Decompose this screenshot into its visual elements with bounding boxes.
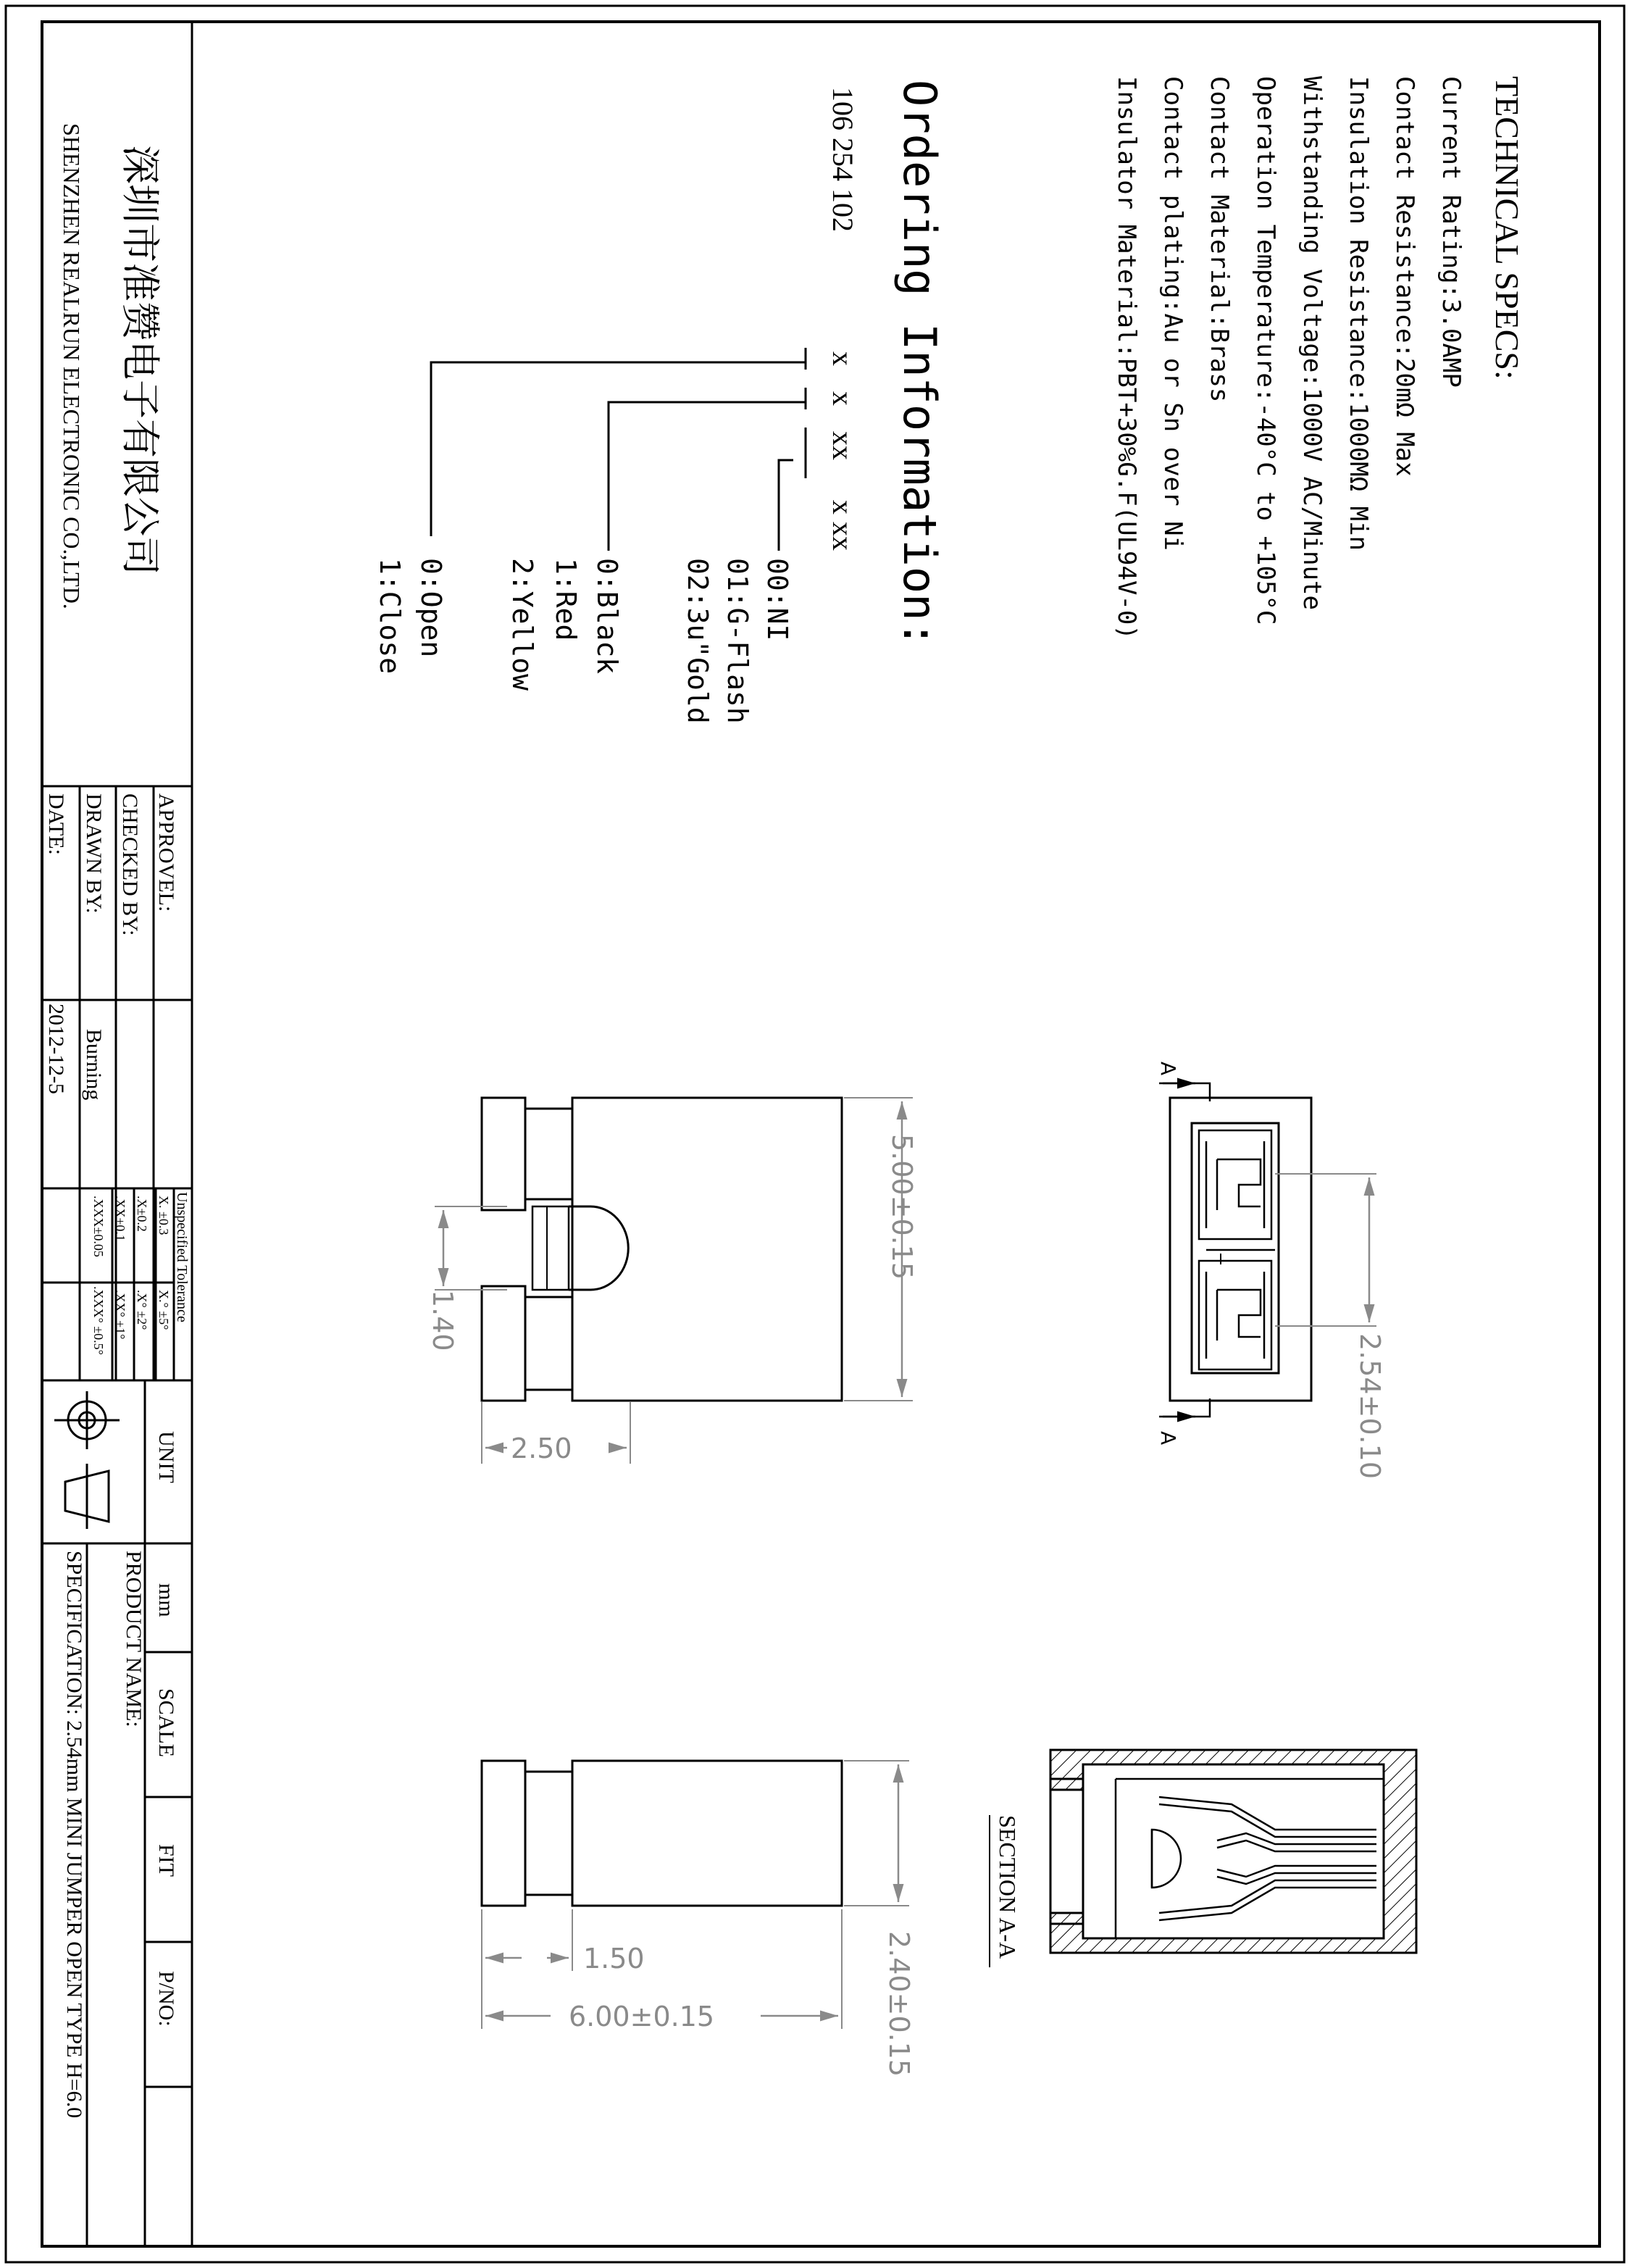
ordering-code-xx1: xx bbox=[827, 431, 859, 460]
spec-line: Operation Temperature:-40°C to +105°C bbox=[1251, 76, 1280, 625]
spec-line: Contact plating:Au or Sn over Ni bbox=[1158, 76, 1187, 551]
plating-option: 01:G-Flash bbox=[722, 558, 753, 724]
tolerance-cell: .X±0.2 bbox=[135, 1196, 149, 1232]
spec-line: Contact Material:Brass bbox=[1205, 76, 1234, 403]
dim-front-slot: 1.40 bbox=[427, 1290, 459, 1351]
tech-specs-block bbox=[1489, 76, 1526, 380]
plating-option: 00:NI bbox=[761, 558, 793, 641]
color-option: 1:Red bbox=[550, 558, 582, 641]
ordering-leaders bbox=[431, 348, 806, 551]
dim-side-base: 1.50 bbox=[583, 1943, 645, 1975]
plating-options bbox=[682, 558, 793, 724]
drawn-value: Burning bbox=[82, 1029, 106, 1101]
color-options bbox=[506, 558, 623, 691]
color-option: 2:Yellow bbox=[506, 558, 538, 691]
drawn-label: DRAWN BY: bbox=[82, 793, 106, 914]
tolerance-cell: X. ±0.3 bbox=[156, 1196, 171, 1235]
tolerance-title: Unspecified Tolerance bbox=[174, 1192, 190, 1322]
date-label: DATE: bbox=[44, 793, 68, 855]
ordering-code-x2: x bbox=[827, 391, 859, 406]
tech-specs-title: TECHNICAL SPECS: bbox=[1489, 76, 1526, 380]
ordering-title: Ordering Information: bbox=[893, 80, 946, 648]
checked-label: CHECKED BY: bbox=[118, 793, 142, 936]
top-view bbox=[1156, 1062, 1386, 1479]
ordering-code-tail: x xx bbox=[827, 500, 859, 551]
dim-top-pitch: 2.54±0.10 bbox=[1354, 1333, 1386, 1480]
unit-label: UNIT bbox=[154, 1431, 178, 1483]
section-marker-top: A bbox=[1156, 1062, 1180, 1076]
spec-line: Insulation Resistance:1000MΩ Min bbox=[1344, 76, 1373, 551]
specification-label: SPECIFICATION: 2.54mm MINI JUMPER OPEN TYPE H=6.0 bbox=[62, 1551, 86, 2119]
date-value: 2012-12-5 bbox=[44, 1004, 68, 1094]
front-view bbox=[427, 1098, 918, 1464]
ordering-code-x1: x bbox=[827, 351, 859, 366]
pno-label: P/NO: bbox=[154, 1971, 178, 2027]
tolerance-cell: .XX° ±1° bbox=[113, 1290, 128, 1340]
company-name-en: SHENZHEN REALRUN ELECTRONIC CO.,LTD. bbox=[59, 123, 85, 609]
ordering-code-prefix: 106 254 102 bbox=[827, 87, 859, 232]
tech-specs-lines bbox=[1112, 76, 1466, 640]
fit-label: FIT bbox=[154, 1844, 178, 1877]
section-label: SECTION A-A bbox=[995, 1815, 1021, 1959]
company-name-cn: 深圳市准赞电子有限公司 bbox=[118, 145, 162, 575]
scale-label: SCALE bbox=[154, 1688, 178, 1758]
tolerance-cell: .XX±0.1 bbox=[113, 1196, 128, 1241]
spec-line: Withstanding Voltage:1000V AC/Minute bbox=[1297, 76, 1326, 610]
side-view bbox=[482, 1761, 915, 2077]
plating-option: 02:3u"Gold bbox=[682, 558, 714, 724]
color-option: 0:Black bbox=[591, 558, 623, 675]
dim-side-height: 2.40±0.15 bbox=[883, 1931, 915, 2077]
dim-side-length: 6.00±0.15 bbox=[569, 2001, 715, 2033]
type-options bbox=[374, 558, 447, 674]
tolerance-cell: X.° ±5° bbox=[156, 1290, 171, 1330]
dim-top-width: 5.00±0.15 bbox=[886, 1134, 918, 1280]
type-option: 0:Open bbox=[415, 558, 447, 658]
section-marker-bottom: A bbox=[1156, 1431, 1180, 1446]
spec-line: Current Rating:3.0AMP bbox=[1437, 76, 1466, 388]
approvel-label: APPROVEL: bbox=[154, 793, 178, 912]
tolerance-cell: .X° ±2° bbox=[135, 1290, 149, 1330]
tolerance-cell: .XXX±0.05 bbox=[91, 1196, 106, 1257]
tolerance-cell: .XXX° ±0.5° bbox=[91, 1286, 106, 1355]
spec-line: Contact Resistance:20mΩ Max bbox=[1390, 76, 1419, 477]
dim-front-depth: 2.50 bbox=[511, 1433, 572, 1464]
outer-border bbox=[6, 6, 1624, 2262]
product-name-label: PRODUCT NAME: bbox=[122, 1551, 146, 1727]
projection-symbol-icon bbox=[54, 1391, 120, 1529]
spec-line: Insulator Material:PBT+30%G.F(UL94V-0) bbox=[1112, 76, 1141, 640]
type-option: 1:Close bbox=[374, 558, 406, 675]
unit-value: mm bbox=[154, 1583, 178, 1617]
section-a-a-view bbox=[990, 1750, 1416, 1967]
